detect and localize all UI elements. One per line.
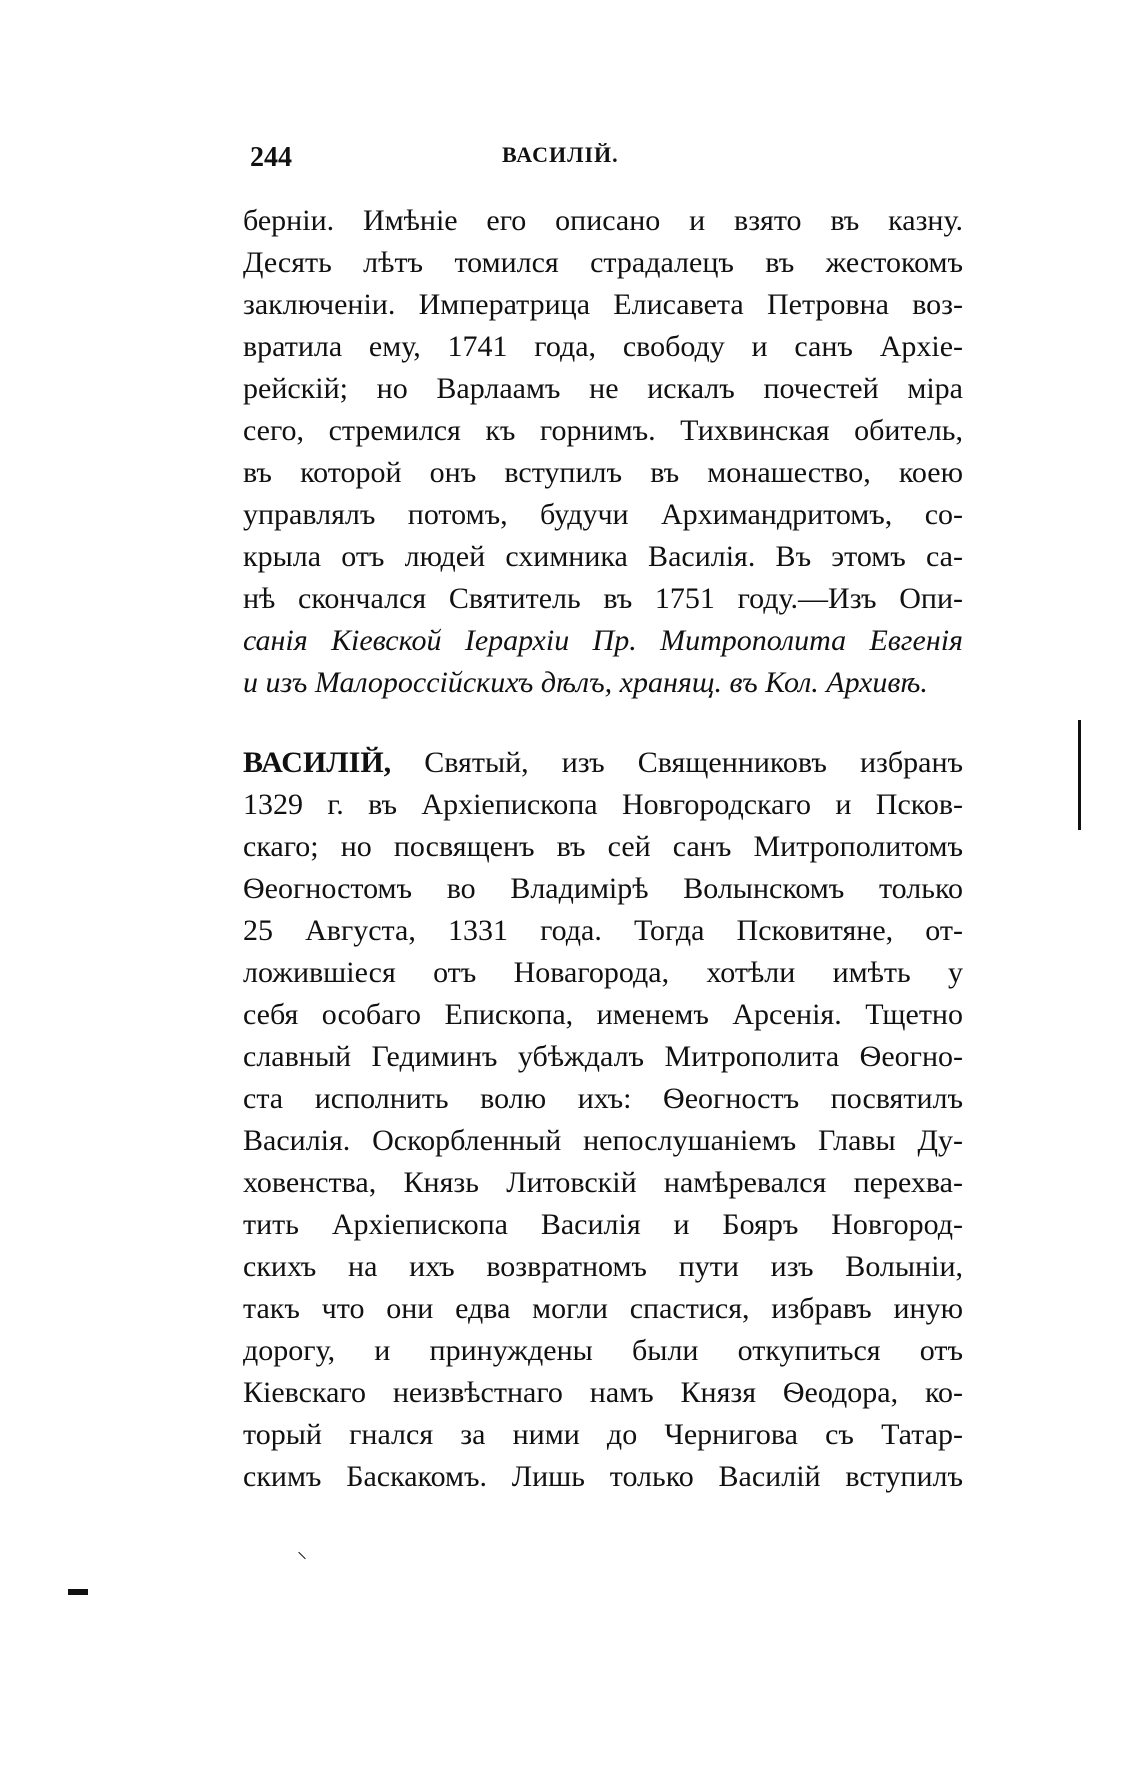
text-line: рейскій; но Варлаамъ не искалъ почестей міра [243, 372, 963, 405]
text-line: ховенства, Князь Литовскій намѣревался перехва- [243, 1166, 963, 1199]
scan-dash: ▬ [68, 1578, 88, 1600]
text-line-citation: санія Кіевской Іерархіи Пр. Митрополита Евгенія [243, 624, 963, 657]
text-line: торый гнался за ними до Чернигова съ Татар- [243, 1418, 963, 1451]
text-line: славный Гедиминъ убѣждалъ Митрополита Ѳеогно- [243, 1040, 963, 1073]
text-line: себя особаго Епископа, именемъ Арсенія. Тщетно [243, 998, 963, 1031]
text-line: ложившіеся отъ Новагорода, хотѣли имѣть у [243, 956, 963, 989]
text-line-first [243, 742, 963, 784]
text-line: 25 Августа, 1331 года. Тогда Псковитяне, от- [243, 914, 963, 947]
text-line: управлялъ потомъ, будучи Архимандритомъ, со- [243, 498, 963, 531]
paragraph-1 [243, 200, 963, 704]
text-line: Василія. Оскорбленный непослушаніемъ Главы Ду- [243, 1124, 963, 1157]
text-line: вратила ему, 1741 года, свободу и санъ Архіе- [243, 330, 963, 363]
scan-speck: ⸌ [297, 1549, 307, 1571]
text-line: скимъ Баскакомъ. Лишь только Василій вступилъ [243, 1460, 963, 1493]
text-line-citation: и изъ Малороссійскихъ дѣлъ, хранящ. въ Кол. Архивѣ. [243, 666, 928, 699]
text-line: 1329 г. въ Архіепископа Новгородскаго и Псков- [243, 788, 963, 821]
text-line: скихъ на ихъ возвратномъ пути изъ Волыніи, [243, 1250, 963, 1283]
paragraph-gap [243, 704, 963, 742]
text-line: крыла отъ людей схимника Василія. Въ этомъ са- [243, 540, 963, 573]
text-line: Кіевскаго неизвѣстнаго намъ Князя Ѳеодора, ко- [243, 1376, 963, 1409]
page-number: 244 [250, 142, 292, 173]
text-line: такъ что они едва могли спастися, избравъ иную [243, 1292, 963, 1325]
text-line: нѣ скончался Святитель въ 1751 году.—Изъ Опи- [243, 582, 963, 615]
paragraph-2 [243, 742, 963, 1498]
text-line: Ѳеогностомъ во Владимірѣ Волынскомъ только [243, 872, 963, 905]
text-line: тить Архіепископа Василія и Бояръ Новгород- [243, 1208, 963, 1241]
text-line: берніи. Имѣніе его описано и взято въ казну. [243, 204, 963, 237]
text-line: скаго; но посвященъ въ сей санъ Митрополитомъ [243, 830, 963, 863]
entry-headword: ВАСИЛІЙ, [243, 746, 392, 779]
text-line: заключеніи. Императрица Елисавета Петровна воз- [243, 288, 963, 321]
text-line: ста исполнить волю ихъ: Ѳеогностъ посвятилъ [243, 1082, 963, 1115]
text-line: Десять лѣтъ томился страдалецъ въ жестокомъ [243, 246, 963, 279]
text-line: въ которой онъ вступилъ въ монашество, коею [243, 456, 963, 489]
page-header [250, 142, 970, 182]
text-line: сего, стремился къ горнимъ. Тихвинская обитель, [243, 414, 963, 447]
running-head: ВАСИЛІЙ. [502, 142, 619, 167]
text-line: дорогу, и принуждены были откупиться отъ [243, 1334, 963, 1367]
scan-margin-mark [1078, 720, 1081, 830]
first-line-text: Святый, изъ Священниковъ избранъ [424, 746, 964, 779]
body-text [243, 200, 963, 1498]
